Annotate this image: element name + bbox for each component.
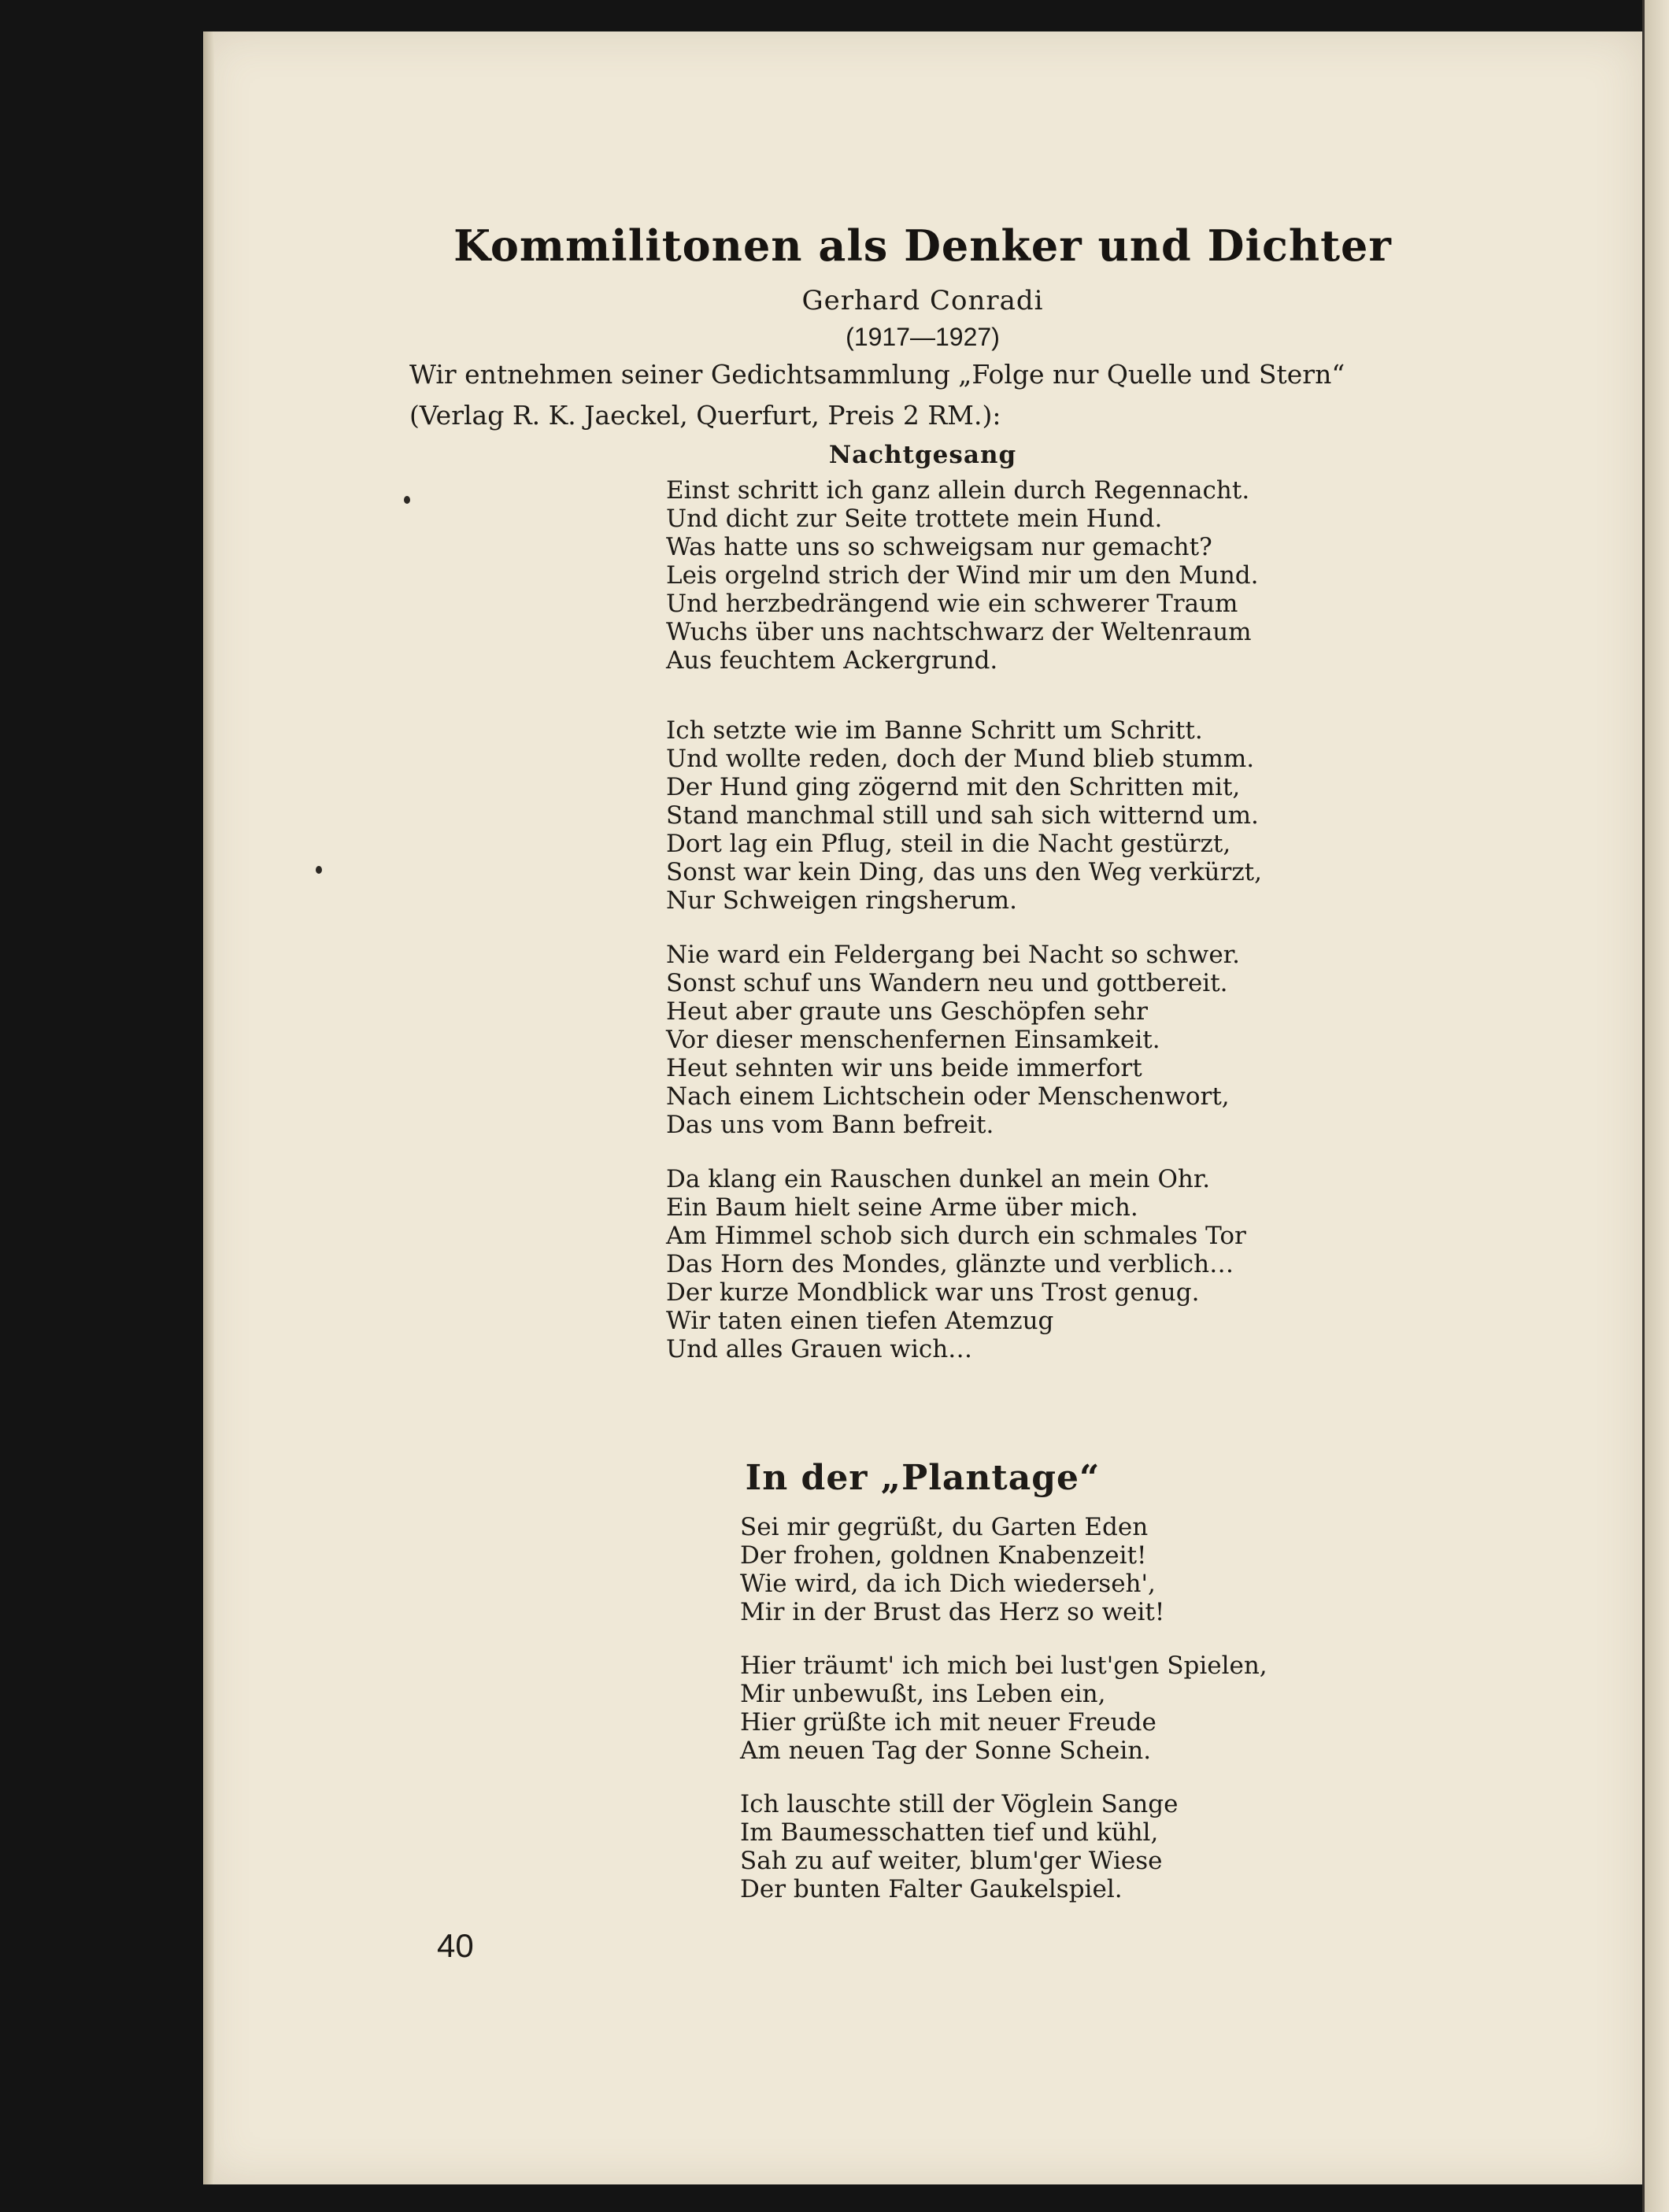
poem2-stanza-1	[740, 1513, 1164, 1626]
poem1-stanza-4	[666, 1165, 1246, 1363]
poem-line: Einst schritt ich ganz allein durch Regennacht.	[666, 476, 1250, 505]
page-content	[203, 31, 1642, 2184]
poem-line: Der Hund ging zögernd mit den Schritten mit,	[666, 773, 1241, 801]
poem-line: Nur Schweigen ringsherum.	[666, 886, 1017, 915]
poem-line: Ich lauschte still der Vöglein Sange	[740, 1790, 1179, 1818]
poem-line: Da klang ein Rauschen dunkel an mein Ohr.	[666, 1165, 1211, 1193]
poem-line: Im Baumesschatten tief und kühl,	[740, 1818, 1159, 1847]
poem-line: Das Horn des Mondes, glänzte und verblich…	[666, 1250, 1234, 1278]
poem-line: Was hatte uns so schweigsam nur gemacht?	[666, 533, 1212, 561]
poem-line: Sah zu auf weiter, blum'ger Wiese	[740, 1847, 1163, 1875]
poem1-stanza-3	[666, 941, 1240, 1139]
intro-line: (Verlag R. K. Jaeckel, Querfurt, Preis 2 RM.):	[409, 400, 1001, 431]
poem-line: Hier träumt' ich mich bei lust'gen Spielen,	[740, 1652, 1267, 1680]
poem-line: Leis orgelnd strich der Wind mir um den Mund.	[666, 561, 1259, 590]
poem-line: Nach einem Lichtschein oder Menschenwort,	[666, 1082, 1230, 1111]
paper-speck	[404, 496, 410, 504]
paper-speck	[316, 866, 322, 874]
poem-line: Sei mir gegrüßt, du Garten Eden	[740, 1513, 1149, 1541]
poem-line: Und dicht zur Seite trottete mein Hund.	[666, 505, 1163, 533]
poem-line: Mir in der Brust das Herz so weit!	[740, 1598, 1165, 1626]
author-years: (1917—1927)	[846, 323, 1000, 351]
poem-line: Nie ward ein Feldergang bei Nacht so schwer.	[666, 941, 1240, 969]
adjacent-page-edge	[1642, 0, 1669, 2212]
poem-line: Und alles Grauen wich…	[666, 1335, 973, 1363]
poem-line: Wuchs über uns nachtschwarz der Weltenraum	[666, 618, 1252, 646]
poem1-stanza-2	[666, 716, 1262, 915]
poem-line: Wir taten einen tiefen Atemzug	[666, 1307, 1054, 1335]
poem-line: Am neuen Tag der Sonne Schein.	[740, 1737, 1152, 1765]
poem-line: Das uns vom Bann befreit.	[666, 1111, 994, 1139]
intro-paragraph	[409, 354, 1527, 436]
poem-line: Stand manchmal still und sah sich witternd um.	[666, 801, 1259, 830]
poem-line: Der kurze Mondblick war uns Trost genug.	[666, 1278, 1200, 1307]
poem2-title: In der „Plantage“	[745, 1458, 1101, 1498]
poem2-stanza-2	[740, 1652, 1267, 1765]
poem-line: Sonst war kein Ding, das uns den Weg verkürzt,	[666, 858, 1262, 886]
poem-line: Vor dieser menschenfernen Einsamkeit.	[666, 1026, 1160, 1054]
poem2-stanza-3	[740, 1790, 1178, 1903]
poem-line: Heut aber graute uns Geschöpfen sehr	[666, 997, 1148, 1026]
poem-line: Der frohen, goldnen Knabenzeit!	[740, 1541, 1147, 1570]
poem-line: Hier grüßte ich mit neuer Freude	[740, 1708, 1156, 1737]
article-title: Kommilitonen als Denker und Dichter	[453, 220, 1392, 271]
poem-line: Sonst schuf uns Wandern neu und gottbereit.	[666, 969, 1228, 997]
poem-line: Am Himmel schob sich durch ein schmales Tor	[666, 1222, 1246, 1250]
poem-line: Und wollte reden, doch der Mund blieb stumm.	[666, 745, 1255, 773]
poem1-stanza-1	[666, 476, 1258, 675]
poem-line: Der bunten Falter Gaukelspiel.	[740, 1875, 1123, 1903]
poem1-title: Nachtgesang	[828, 441, 1017, 469]
poem-line: Mir unbewußt, ins Leben ein,	[740, 1680, 1106, 1708]
poem-line: Ein Baum hielt seine Arme über mich.	[666, 1193, 1138, 1222]
page-number: 40	[437, 1927, 474, 1964]
poem-line: Heut sehnten wir uns beide immerfort	[666, 1054, 1142, 1082]
poem-line: Ich setzte wie im Banne Schritt um Schritt.	[666, 716, 1203, 745]
intro-line: Wir entnehmen seiner Gedichtsammlung „Folge nur Quelle und Stern“	[409, 359, 1345, 390]
poem-line: Wie wird, da ich Dich wiederseh',	[740, 1570, 1156, 1598]
author-name: Gerhard Conradi	[801, 285, 1044, 316]
poem-line: Dort lag ein Pflug, steil in die Nacht gestürzt,	[666, 830, 1231, 858]
poem-line: Aus feuchtem Ackergrund.	[666, 646, 998, 675]
poem-line: Und herzbedrängend wie ein schwerer Traum	[666, 590, 1238, 618]
